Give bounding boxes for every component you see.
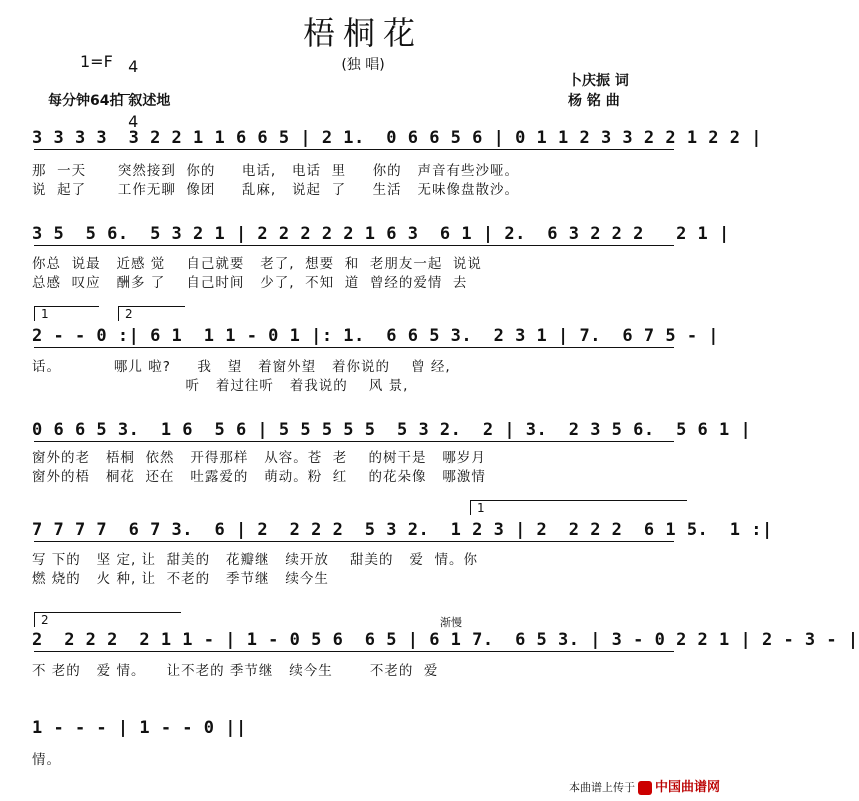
meter-top: 4 — [128, 57, 139, 76]
lyrics-line-5b: 燃 烧的 火 种, 让 不老的 季节继 续今生 — [32, 571, 329, 587]
beam-line — [34, 651, 674, 652]
song-title: 梧桐花 — [302, 14, 423, 52]
lyrics-line-4b: 窗外的梧 桐花 还在 吐露爱的 萌动。粉 红 的花朵像 哪激情 — [32, 469, 486, 485]
volta-bracket-2: 2 — [118, 306, 185, 321]
upload-credit — [562, 763, 720, 795]
beam-line — [34, 541, 674, 542]
volta-bracket-1: 1 — [34, 306, 99, 321]
notation-line-6: 2 2 2 2 2 1 1 - | 1 - 0 5 6 6 5 | 6 1 7. 6 5 3. | 3 - 0 2 2 1 | 2 - 3 - | — [32, 630, 859, 650]
ritardando-mark: 渐慢 — [440, 616, 462, 629]
lyrics-line-1b: 说 起了 工作无聊 像团 乱麻, 说起 了 生活 无味像盘散沙。 — [32, 182, 519, 198]
beam-line — [34, 347, 674, 348]
site-name[interactable]: 中国曲谱网 — [654, 780, 720, 795]
lyrics-line-5a: 写 下的 坚 定, 让 甜美的 花瓣继 续开放 甜美的 爱 情。你 — [32, 552, 478, 568]
lyrics-line-2b: 总感 叹应 酬多 了 自己时间 少了, 不知 道 曾经的爱情 去 — [32, 275, 468, 291]
beam-line — [34, 149, 674, 150]
lyrics-line-6a: 不 老的 爱 情。 让不老的 季节继 续今生 不老的 爱 — [32, 663, 439, 679]
lyrics-line-4a: 窗外的老 梧桐 依然 开得那样 从容。苍 老 的树干是 哪岁月 — [32, 450, 486, 466]
volta-bracket-2: 2 — [34, 612, 181, 627]
notation-line-1: 3 3 3 3 3 2 2 1 1 6 6 5 | 2 1. 0 6 6 5 6 | 0 1 1 2 3 3 2 2 1 2 2 | — [32, 128, 762, 148]
tempo-marking: 每分钟64拍 叙述地 — [48, 93, 171, 109]
lyrics-line-3a: 话。 哪儿 啦? 我 望 着窗外望 着你说的 曾 经, — [32, 359, 451, 375]
beam-line — [34, 441, 674, 442]
notation-line-3: 2 - - 0 :| 6 1 1 1 - 0 1 |: 1. 6 6 5 3. 2 3 1 | 7. 6 7 5 - | — [32, 326, 720, 346]
site-logo-icon — [638, 781, 652, 795]
composer-credit: 杨 铭 曲 — [568, 93, 620, 109]
notation-line-5: 7 7 7 7 6 7 3. 6 | 2 2 2 2 5 3 2. 1 2 3 | 2 2 2 2 6 1 5. 1 :| — [32, 520, 773, 540]
lyrics-line-1a: 那 一天 突然接到 你的 电话, 电话 里 你的 声音有些沙哑。 — [32, 163, 519, 179]
performance-type: (独 唱) — [341, 57, 385, 73]
notation-line-7: 1 - - - | 1 - - 0 || — [32, 718, 247, 738]
notation-line-4: 0 6 6 5 3. 1 6 5 6 | 5 5 5 5 5 5 3 2. 2 | 3. 2 3 5 6. 5 6 1 | — [32, 420, 752, 440]
meter-bottom: 4 — [128, 112, 139, 131]
notation-line-2: 3 5 5 6. 5 3 2 1 | 2 2 2 2 2 1 6 3 6 1 | 2. 6 3 2 2 2 2 1 | — [32, 224, 730, 244]
lyrics-line-2a: 你总 说最 近感 觉 自己就要 老了, 想要 和 老朋友一起 说说 — [32, 256, 482, 272]
lyrics-line-7a: 情。 — [32, 752, 61, 768]
volta-bracket-1: 1 — [470, 500, 687, 515]
lyrics-line-3b: 听 着过往听 着我说的 风 景, — [32, 378, 409, 394]
lyricist-credit: 卜庆振 词 — [568, 73, 629, 89]
time-signature — [118, 40, 139, 131]
beam-line — [34, 245, 674, 246]
upload-text: 本曲谱上传于 — [568, 781, 635, 794]
key-signature: 1=F — [80, 52, 113, 71]
